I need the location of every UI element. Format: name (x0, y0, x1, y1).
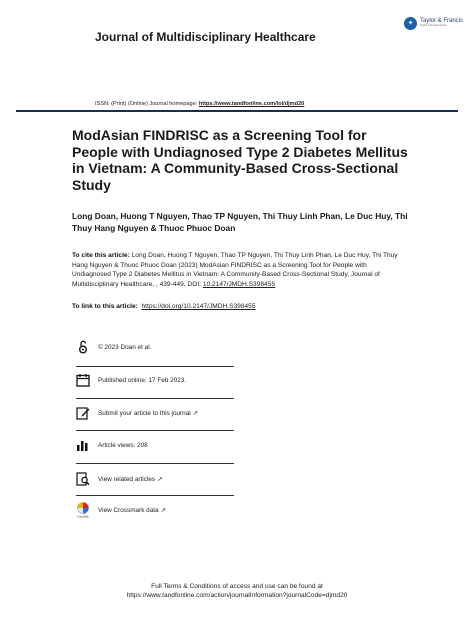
submit-article-row[interactable] (76, 406, 236, 420)
publisher-logo (404, 12, 466, 34)
footer-terms-link[interactable]: https://www.tandfonline.com/action/journalInformation?journalCode=djmd20 (126, 592, 348, 599)
crossmark-icon (76, 503, 90, 517)
info-divider (76, 366, 234, 367)
article-link-line (72, 303, 256, 310)
edit-icon (76, 406, 90, 420)
article-views-text: Article views: 208 (98, 441, 148, 449)
citation-doi-link[interactable]: 10.2147/JMDH.S398455 (202, 280, 276, 288)
journal-title: Journal of Multidisciplinary Healthcare (95, 30, 316, 44)
citation-label: To cite this article: (72, 252, 130, 259)
crossmark-link[interactable]: View Crossmark data ↗ (98, 507, 166, 514)
journal-homepage-link[interactable]: https://www.tandfonline.com/loi/djmd20 (198, 101, 305, 107)
open-access-icon (76, 340, 90, 354)
info-divider (76, 398, 234, 399)
citation-text: Long Doan, Huong T Nguyen, Thao TP Nguyen, Thi Thuy Linh Phan, Le Duc Huy, Thi Thuy Hang Nguyen & Thuoc Phuoc Doan (2023) ModAsian FINDRISC as a Screening Tool for People with Undiagnosed Type 2 Diabetes Mellitus in Vietnam: A Community-Based Cross-Sectional Study, Journal of Multidisciplinary Healthcare, , 439-449, DOI: (72, 252, 398, 288)
header-rule (16, 110, 458, 112)
article-title: ModAsian FINDRISC as a Screening Tool for People with Undiagnosed Type 2 Diabetes Mellitus in Vietnam: A Community-Based Cross-Sectional Study (72, 127, 408, 193)
external-link-icon: ↗ (192, 410, 199, 417)
info-divider (76, 463, 234, 464)
issn-label: ISSN: (Print) (Online) Journal homepage: (95, 101, 199, 107)
info-divider (76, 430, 234, 431)
footer-terms-text: Full Terms & Conditions of access and use can be found at (151, 583, 323, 590)
article-link-label: To link to this article: (72, 303, 138, 310)
crossmark-badge-text: CrossMark (77, 515, 89, 518)
related-articles-link[interactable]: View related articles ↗ (98, 476, 163, 483)
citation-block (72, 251, 402, 289)
external-link-icon: ↗ (157, 476, 163, 483)
magnifier-icon (76, 472, 90, 486)
info-divider (76, 495, 234, 496)
publisher-group: Taylor & Francis Group (420, 24, 447, 28)
copyright-row (76, 340, 236, 354)
related-articles-row[interactable] (76, 472, 236, 486)
bar-chart-icon (76, 438, 90, 452)
publisher-name: Taylor & Francis (420, 18, 464, 25)
article-authors: Long Doan, Huong T Nguyen, Thao TP Nguyen, Thi Thuy Linh Phan, Le Duc Huy, Thi Thuy Hang Nguyen & Thuoc Phuoc Doan (72, 211, 408, 233)
views-row (76, 438, 236, 452)
copyright-text: © 2023 Doan et al. (98, 343, 152, 351)
published-text: Published online: 17 Feb 2023. (98, 376, 187, 384)
calendar-icon (76, 373, 90, 387)
published-row (76, 373, 236, 387)
crossmark-row[interactable] (76, 503, 236, 517)
article-link-url[interactable]: https://doi.org/10.2147/JMDH.S398455 (141, 303, 256, 310)
footer (0, 582, 474, 600)
submit-article-link[interactable]: Submit your article to this journal ↗ (98, 410, 199, 417)
issn-line (95, 101, 304, 107)
publisher-logo-icon: ✦ (404, 17, 417, 30)
external-link-icon: ↗ (160, 507, 166, 514)
